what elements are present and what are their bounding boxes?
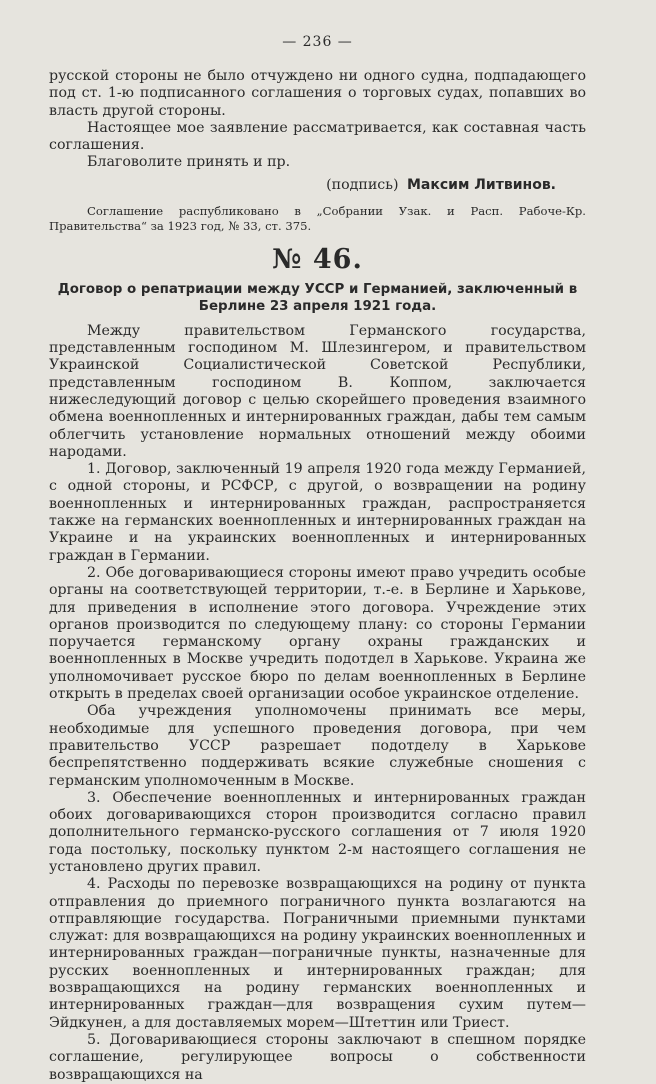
closing-line: Благоволите принять и пр. [87, 154, 291, 171]
document-title: Договор о репатриации между УССР и Германией, заключенный в Берлине 23 апреля 1921 года. [57, 281, 578, 314]
article-1-paragraph: 1. Договор, заключенный 19 апреля 1920 года между Германией, с одной стороны, и РСФСР, с другой, о возвращении на родину военнопленных и интернированных граждан, распространяется также на германских военнопленных и интернированных граждан на Украине и на украинских военнопленных и интернированных граждан в Германии. [49, 461, 586, 564]
continuation-paragraph: русской стороны не было отчуждено ни одного судна, подпадающего под ст. 1-ю подписанного соглашения о торговых судах, попавших во власть другой стороны. [49, 68, 586, 119]
article-2-paragraph: 2. Обе договаривающиеся стороны имеют право учредить особые органы на соответствующей территории, т.-е. в Берлине и Харькове, для приведения в исполнение этого договора. Учреждение этих органов производится по следующему плану: со стороны Германии поручается германскому органу охраны гражданских и военнопленных в Москве учредить подотдел в Харькове. Украина же уполномочивает русское бюро по делам военнопленных в Берлине открыть в пределах своей организации особое украинское отделение. [49, 564, 586, 703]
document-number: № 46. [272, 243, 363, 275]
preamble-paragraph: Между правительством Германского государства, представленным господином М. Шлезингером, и правительством Украинской Социалистической Советской Республики, представленным господином В. Коппом, заключается нижеследующий договор с целью скорейшего проведения взаимного обмена военнопленных и интернированных граждан, дабы тем самым облегчить установление нормальных отношений между обоими народами. [49, 322, 586, 460]
article-3-paragraph: 3. Обеспечение военнопленных и интернированных граждан обоих договаривающихся сторон производится согласно правил дополнительного германско-русского соглашения от 7 июля 1920 года постольку, поскольку пунктом 2-м настоящего соглашения не установлено других правил. [49, 789, 586, 875]
page-number: — 236 — [282, 34, 353, 50]
signature-line [49, 177, 586, 194]
publication-note: Соглашение распубликовано в „Собрании Узак. и Расп. Рабоче-Кр. Правительства“ за 1923 год, № 33, ст. 375. [49, 203, 586, 233]
statement-paragraph: Настоящее мое заявление рассматривается, как составная часть соглашения. [49, 119, 586, 154]
article-5-paragraph: 5. Договаривающиеся стороны заключают в спешном порядке соглашение, регулирующее вопросы о собственности возвращающихся на [49, 1031, 586, 1083]
signature-prefix: (подпись) [326, 176, 399, 193]
article-4-paragraph: 4. Расходы по перевозке возвращающихся на родину от пункта отправления до приемного пограничного пункта возлагаются на отправляющие государства. Пограничными приемными пунктами служат: для возвращающихся на родину украинских военнопленных и интернированных граждан—пограничные пункты, назначенные для русских военнопленных и интернированных граждан; для возвращающихся на родину германских военнопленных и интернированных граждан—для возвращения сухим путем—Эйдкунен, а для доставляемых морем—Штеттин или Триест. [49, 876, 586, 1031]
article-2-continuation-paragraph: Оба учреждения уполномочены принимать все меры, необходимые для успешного проведения договора, при чем правительство УССР разрешает подотделу в Харькове беспрепятственно поддерживать всякие служебные сношения с германским уполномоченным в Москве. [49, 703, 586, 789]
signature-name: Максим Литвинов. [407, 176, 556, 193]
